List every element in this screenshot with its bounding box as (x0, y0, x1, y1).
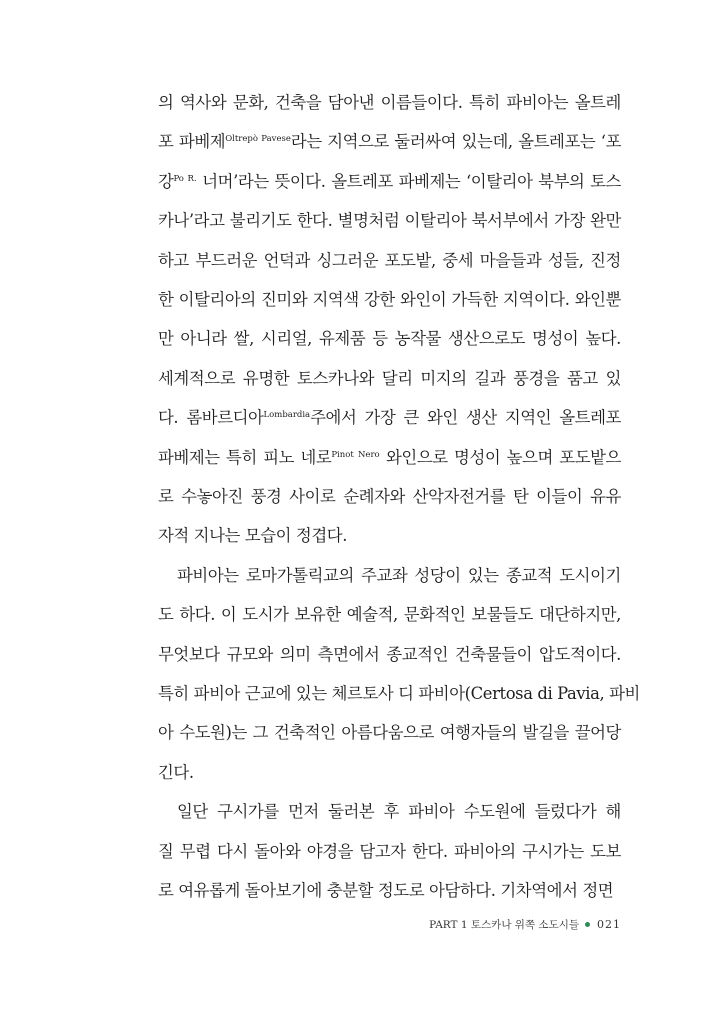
text-line (158, 719, 621, 747)
text-run: 카나’라고 불리기도 한다. 별명처럼 이탈리아 북서부에서 가장 완만 (158, 211, 621, 231)
footer-chapter-title: 토스카나 위쪽 소도시들 (470, 919, 579, 931)
text-run: 라는 지역으로 둘러싸여 있는데, 올트레포는 ‘포 (290, 132, 622, 152)
text-run: 특히 파비아 근교에 있는 체르토사 디 파비아(Certosa di Pavia, 파비 (158, 684, 640, 703)
text-line (158, 562, 621, 590)
text-line (158, 522, 621, 550)
original-term-superscript: Po R. (173, 173, 197, 184)
text-run: 만 아니라 쌀, 시리얼, 유제품 등 농작물 생산으로도 명성이 높다. (158, 329, 621, 349)
text-run: 자적 지나는 모습이 정겹다. (158, 526, 348, 546)
text-line (158, 168, 621, 196)
text-line (158, 838, 621, 866)
text-line (158, 365, 621, 393)
text-run: 긴다. (158, 762, 194, 782)
original-term-superscript: Lombardia (263, 410, 311, 421)
text-line (158, 128, 621, 156)
page-number: 021 (597, 918, 621, 931)
text-run: 와인으로 명성이 높으며 포도밭으 (379, 447, 621, 467)
text-run: 아 수도원)는 그 건축적인 아름다움으로 여행자들의 발길을 끌어당 (158, 723, 621, 743)
text-run: 너머’라는 뜻이다. 올트레포 파베제는 ‘이탈리아 북부의 토스 (196, 171, 621, 191)
text-run: 다. 롬바르디아 (158, 408, 264, 428)
original-term-superscript: Oltrepò Pavese (225, 134, 291, 145)
text-line (158, 444, 621, 472)
text-run: 질 무렵 다시 돌아와 야경을 담고자 한다. 파비아의 구시가는 도보 (158, 841, 621, 861)
running-footer (429, 918, 621, 932)
original-term-superscript: Pinot Nero (331, 449, 380, 460)
text-run: 로 여유롭게 돌아보기에 충분할 정도로 아담하다. 기차역에서 정면 (158, 881, 614, 900)
text-run: 일단 구시가를 먼저 둘러본 후 파비아 수도원에 들렀다가 해 (177, 802, 621, 822)
text-line (158, 601, 621, 629)
text-line (158, 207, 621, 235)
text-run: 의 역사와 문화, 건축을 담아낸 이름들이다. 특히 파비아는 올트레 (158, 93, 621, 112)
text-run: 로 수놓아진 풍경 사이로 순례자와 산악자전거를 탄 이들이 유유 (158, 487, 621, 506)
text-line (158, 89, 621, 117)
text-line (158, 641, 621, 669)
text-run: 강 (158, 171, 174, 191)
text-line (158, 877, 621, 905)
text-line (158, 325, 621, 353)
text-line (158, 404, 621, 432)
text-run: 파비아는 로마가톨릭교의 주교좌 성당이 있는 종교적 도시이기 (177, 565, 621, 585)
text-line (158, 286, 621, 314)
text-line (158, 247, 621, 275)
text-line (158, 798, 621, 826)
text-line (158, 483, 621, 511)
text-run: 도 하다. 이 도시가 보유한 예술적, 문화적인 보물들도 대단하지만, (158, 605, 621, 625)
text-line (158, 759, 621, 787)
text-run: 주에서 가장 큰 와인 생산 지역인 올트레포 (310, 408, 621, 428)
text-run: 무엇보다 규모와 의미 측면에서 종교적인 건축물들이 압도적이다. (158, 644, 621, 664)
bullet-dot-icon (585, 922, 590, 927)
text-run: 세계적으로 유명한 토스카나와 달리 미지의 길과 풍경을 품고 있 (158, 368, 621, 388)
text-run: 하고 부드러운 언덕과 싱그러운 포도밭, 중세 마을들과 성들, 진정 (158, 250, 621, 270)
footer-part-label: PART 1 (429, 919, 468, 931)
text-run: 파베제는 특히 피노 네로 (158, 447, 332, 467)
text-run: 포 파베제 (158, 132, 226, 152)
text-run: 한 이탈리아의 진미와 지역색 강한 와인이 가득한 지역이다. 와인뿐 (158, 290, 621, 309)
text-line (158, 680, 640, 708)
